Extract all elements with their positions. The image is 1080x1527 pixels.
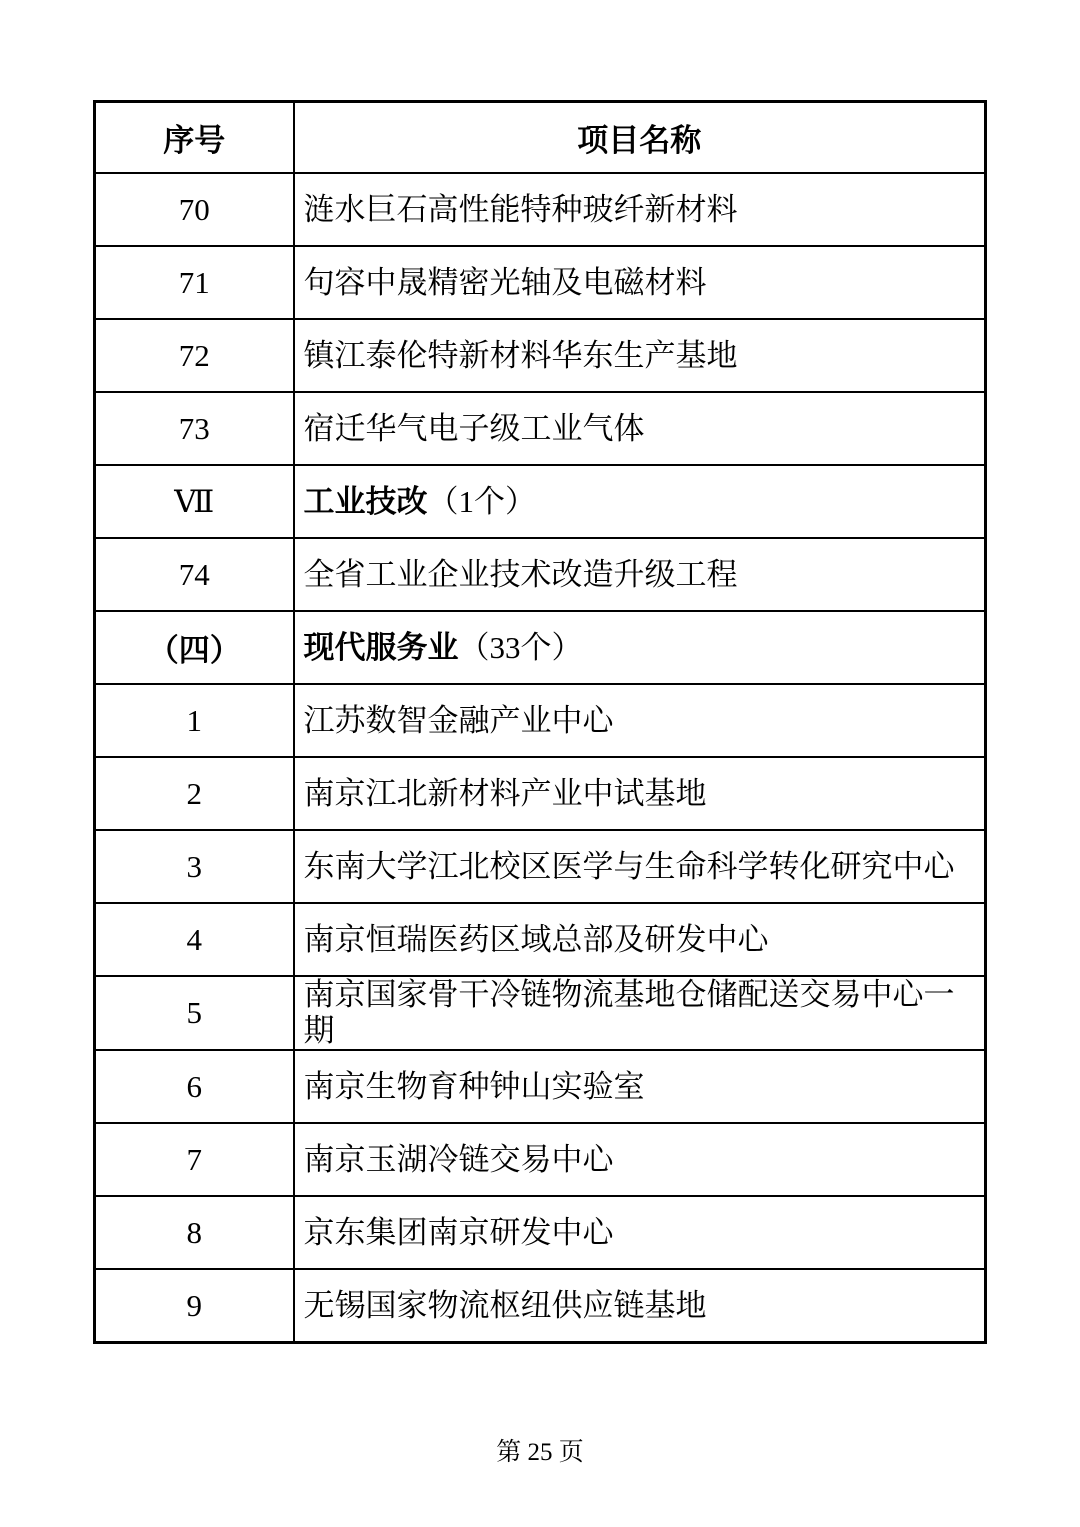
table-row <box>95 976 986 1050</box>
row-number-cell: Ⅶ <box>95 465 294 538</box>
row-number-cell: 9 <box>95 1269 294 1343</box>
table-row <box>95 538 986 611</box>
project-name-cell: 全省工业企业技术改造升级工程 <box>294 538 986 611</box>
project-name-cell <box>294 465 986 538</box>
project-name-cell: 句容中晟精密光轴及电磁材料 <box>294 246 986 319</box>
row-number-cell: 8 <box>95 1196 294 1269</box>
project-name-cell: 南京恒瑞医药区域总部及研发中心 <box>294 903 986 976</box>
project-name-cell: 南京生物育种钟山实验室 <box>294 1050 986 1123</box>
table-row <box>95 1050 986 1123</box>
row-number-cell: 5 <box>95 976 294 1050</box>
table-row <box>95 757 986 830</box>
section-row <box>95 465 986 538</box>
project-name-cell: 涟水巨石高性能特种玻纤新材料 <box>294 173 986 246</box>
table-row <box>95 173 986 246</box>
row-number-cell: 71 <box>95 246 294 319</box>
row-number-cell: 74 <box>95 538 294 611</box>
table-row <box>95 684 986 757</box>
project-table-body <box>95 173 986 1343</box>
section-count: （1个） <box>427 483 536 519</box>
project-name-cell: 无锡国家物流枢纽供应链基地 <box>294 1269 986 1343</box>
row-number-cell: 73 <box>95 392 294 465</box>
table-row <box>95 830 986 903</box>
section-title: 现代服务业 <box>303 629 459 665</box>
header-row <box>95 102 986 174</box>
page-number: 第 25 页 <box>496 1439 584 1466</box>
row-number-cell: 3 <box>95 830 294 903</box>
row-number-cell: 70 <box>95 173 294 246</box>
row-number-cell: 72 <box>95 319 294 392</box>
table-row <box>95 319 986 392</box>
table-row <box>95 1196 986 1269</box>
table-row <box>95 246 986 319</box>
project-name-cell: 南京玉湖冷链交易中心 <box>294 1123 986 1196</box>
project-name-cell: 南京国家骨干冷链物流基地仓储配送交易中心一期 <box>294 976 986 1050</box>
section-title: 工业技改 <box>303 483 428 519</box>
project-table <box>93 100 987 1344</box>
table-row <box>95 392 986 465</box>
project-table-header <box>95 102 986 174</box>
section-row <box>95 611 986 684</box>
table-row <box>95 903 986 976</box>
table-row <box>95 1123 986 1196</box>
row-number-cell: 1 <box>95 684 294 757</box>
row-number-cell: 2 <box>95 757 294 830</box>
project-name-cell: 宿迁华气电子级工业气体 <box>294 392 986 465</box>
header-no: 序号 <box>95 102 294 174</box>
project-name-cell: 南京江北新材料产业中试基地 <box>294 757 986 830</box>
project-name-cell: 镇江泰伦特新材料华东生产基地 <box>294 319 986 392</box>
project-name-cell <box>294 611 986 684</box>
project-name-cell: 江苏数智金融产业中心 <box>294 684 986 757</box>
header-name: 项目名称 <box>294 102 986 174</box>
row-number-cell: 4 <box>95 903 294 976</box>
row-number-cell: 7 <box>95 1123 294 1196</box>
row-number-cell: 6 <box>95 1050 294 1123</box>
table-row <box>95 1269 986 1343</box>
project-name-cell: 东南大学江北校区医学与生命科学转化研究中心 <box>294 830 986 903</box>
row-number-cell: （四） <box>95 611 294 684</box>
project-name-cell: 京东集团南京研发中心 <box>294 1196 986 1269</box>
section-count: （33个） <box>458 629 583 665</box>
